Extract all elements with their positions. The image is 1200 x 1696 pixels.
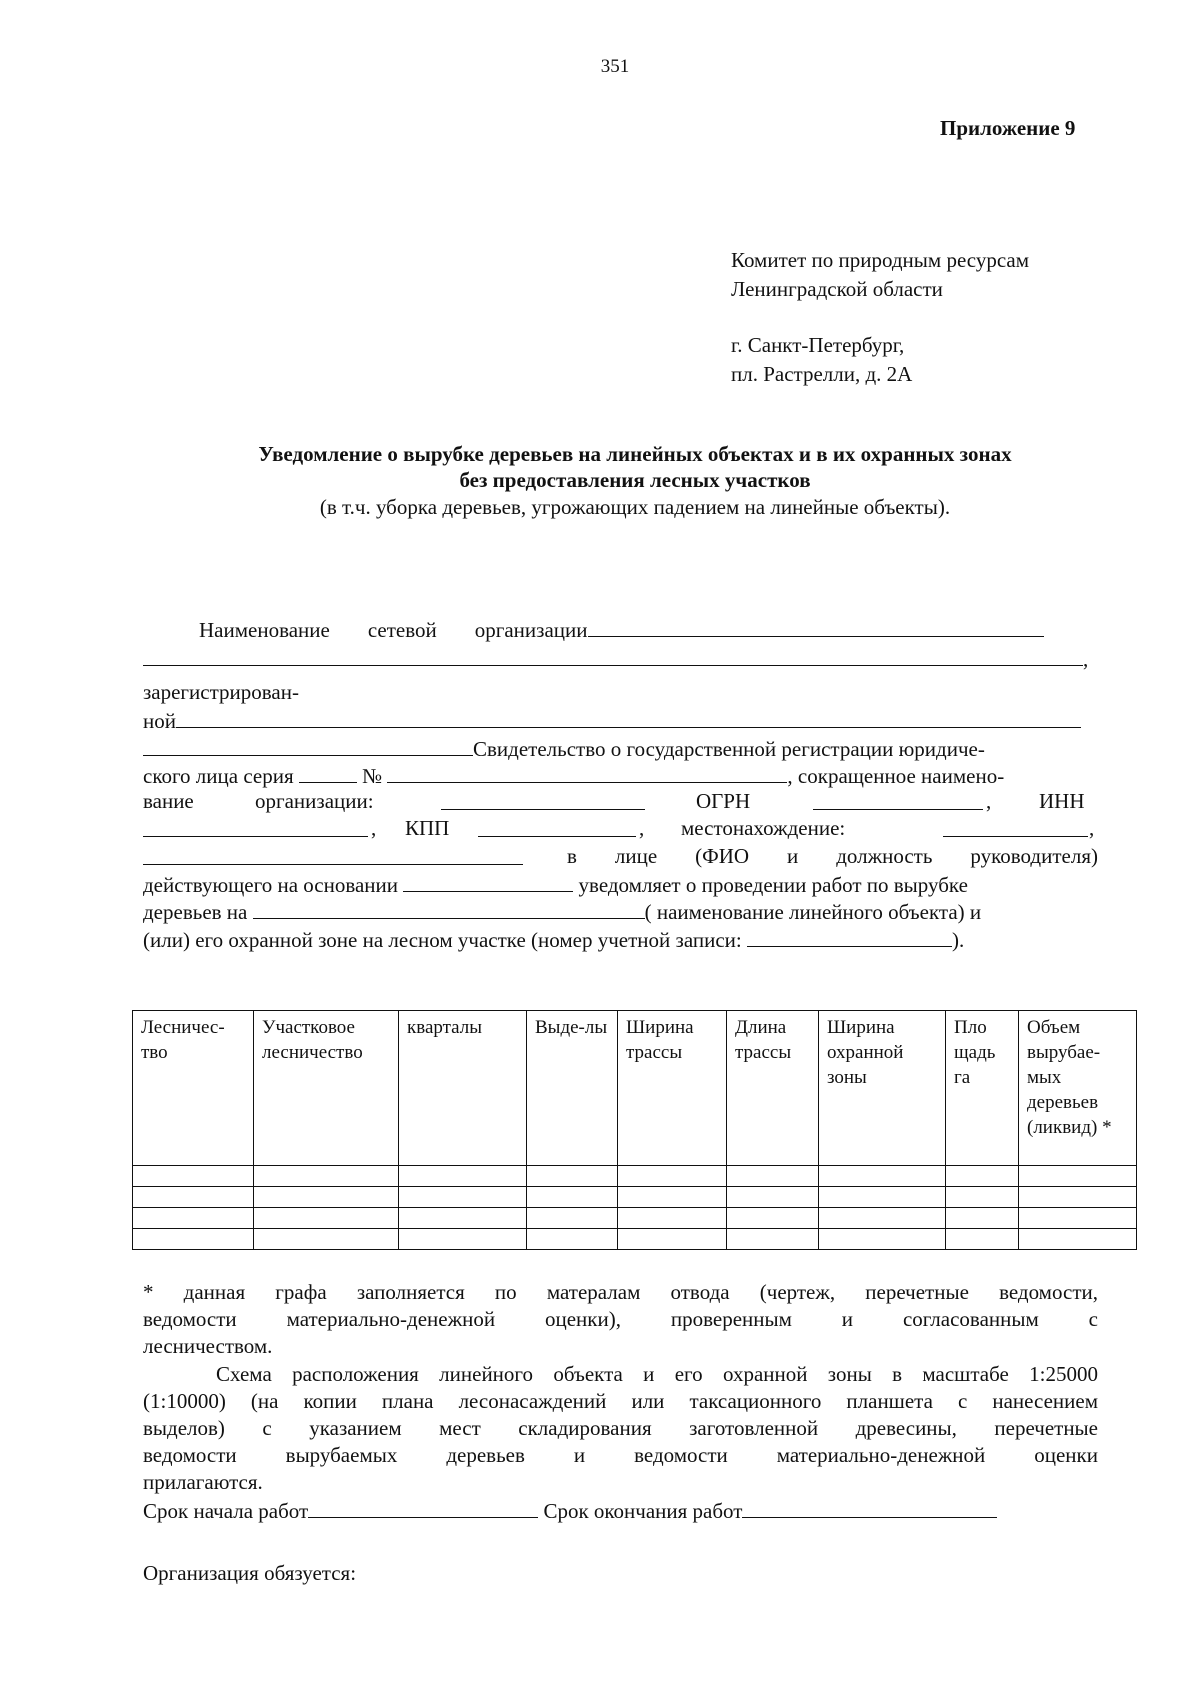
addressee-line-1: Комитет по природным ресурсам bbox=[731, 248, 1030, 272]
location-blank-2[interactable] bbox=[143, 844, 523, 865]
footnote-line-1: * данная графа заполняется по матералам отвода (чертеж, перечетные ведомости, bbox=[143, 1280, 1098, 1304]
scheme-line-1: Схема расположения линейного объекта и его охранной зоны в масштабе 1:25000 bbox=[216, 1362, 1098, 1386]
scheme-line-3: выделов) с указанием мест складирования заготовленной древесины, перечетные bbox=[143, 1416, 1098, 1440]
scheme-line-4: ведомости вырубаемых деревьев и ведомости материально-денежной оценки bbox=[143, 1443, 1098, 1467]
header-route-width: Ширина трассы bbox=[618, 1011, 727, 1166]
title-line-1: Уведомление о вырубке деревьев на линейных объектах и в их охранных зонах bbox=[258, 442, 1012, 466]
form-line-11: деревьев на ( наименование линейного объекта) и bbox=[143, 900, 982, 924]
form-line-4: ной bbox=[143, 707, 1098, 733]
table-header-row bbox=[133, 1011, 1137, 1166]
appendix-label: Приложение 9 bbox=[940, 116, 1076, 140]
header-route-length: Длина трассы bbox=[727, 1011, 819, 1166]
header-district-forestry: Участковое лесничество bbox=[254, 1011, 399, 1166]
table-row bbox=[133, 1187, 1137, 1208]
footnote-line-2: ведомости материально-денежной оценки), проверенным и согласованным с bbox=[143, 1307, 1098, 1331]
linear-object-blank[interactable] bbox=[253, 898, 645, 919]
ogrn-blank[interactable] bbox=[813, 789, 983, 810]
form-line-8: , КПП , местонахождение: , bbox=[143, 816, 1098, 842]
form-line-10: действующего на основании уведомляет о проведении работ по вырубке bbox=[143, 873, 968, 897]
start-date-blank[interactable] bbox=[308, 1497, 538, 1518]
form-line-1: Наименование сетевой организации bbox=[199, 616, 1098, 642]
organization-name-blank[interactable] bbox=[588, 616, 1044, 637]
obligation-heading: Организация обязуется: bbox=[143, 1561, 357, 1585]
title-line-2: без предоставления лесных участков bbox=[459, 468, 811, 492]
registered-blank[interactable] bbox=[176, 707, 1081, 728]
page-number: 351 bbox=[600, 56, 630, 77]
header-forestry: Лесничес-тво bbox=[133, 1011, 254, 1166]
form-line-6: ского лица серия № , сокращенное наимено- bbox=[143, 764, 1005, 788]
short-name-blank[interactable] bbox=[441, 789, 645, 810]
header-protection-zone-width: Ширина охранной зоны bbox=[819, 1011, 946, 1166]
footnote-line-3: лесничеством. bbox=[143, 1334, 273, 1358]
addressee-line-2: Ленинградской области bbox=[731, 277, 943, 301]
form-line-12: (или) его охранной зоне на лесном участке (номер учетной записи: ). bbox=[143, 928, 965, 952]
dates-line: Срок начала работ Срок окончания работ bbox=[143, 1497, 1098, 1523]
form-line-7: вание организации: ОГРН , ИНН bbox=[143, 789, 1085, 813]
inn-blank[interactable] bbox=[143, 816, 368, 837]
addressee-line-3: г. Санкт-Петербург, bbox=[731, 333, 905, 357]
form-line-2: , bbox=[143, 645, 1098, 671]
end-date-blank[interactable] bbox=[742, 1497, 997, 1518]
header-quarters: кварталы bbox=[399, 1011, 527, 1166]
location-blank[interactable] bbox=[943, 816, 1088, 837]
title-line-3: (в т.ч. уборка деревьев, угрожающих падением на линейные объекты). bbox=[319, 495, 951, 519]
basis-blank[interactable] bbox=[403, 871, 573, 892]
kpp-blank[interactable] bbox=[478, 816, 636, 837]
scheme-line-5: прилагаются. bbox=[143, 1470, 263, 1494]
organization-name-blank-2[interactable] bbox=[143, 645, 1083, 666]
series-blank[interactable] bbox=[299, 762, 357, 783]
table-row bbox=[133, 1229, 1137, 1250]
number-blank[interactable] bbox=[387, 762, 787, 783]
table-row bbox=[133, 1208, 1137, 1229]
addressee-line-4: пл. Растрелли, д. 2А bbox=[731, 362, 913, 386]
table-row bbox=[133, 1166, 1137, 1187]
form-line-5: Свидетельство о государственной регистрации юридиче- bbox=[143, 735, 1098, 761]
header-felling-volume: Объем вырубае-мых деревьев (ликвид) * bbox=[1019, 1011, 1137, 1166]
scheme-line-2: (1:10000) (на копии плана лесонасаждений или таксационного планшета с нанесением bbox=[143, 1389, 1098, 1413]
registration-blank[interactable] bbox=[143, 735, 473, 756]
form-line-3: зарегистрирован- bbox=[143, 680, 299, 704]
header-allotments: Выде-лы bbox=[527, 1011, 618, 1166]
felling-table bbox=[132, 1010, 1137, 1250]
header-area: Пло щадь га bbox=[946, 1011, 1019, 1166]
account-number-blank[interactable] bbox=[747, 926, 952, 947]
form-line-9: в лице (ФИО и должность руководителя) bbox=[143, 844, 1098, 870]
